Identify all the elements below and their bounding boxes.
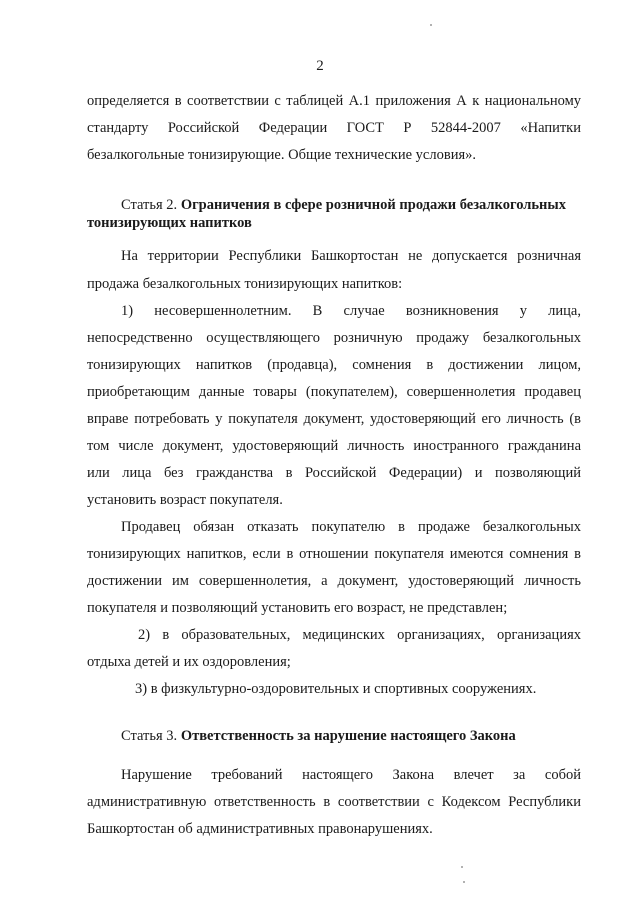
- scan-speck: [430, 24, 432, 26]
- article-title: Ограничения в сфере розничной продажи безалкогольных: [180, 197, 566, 213]
- paragraph-line: безалкогольные тонизирующие. Общие технические условия».: [87, 147, 476, 163]
- paragraph-line: административную ответственность в соответствии с Кодексом Республики: [87, 794, 581, 810]
- article-2-item-3: 3) в физкультурно-оздоровительных и спортивных сооружениях.: [135, 681, 537, 697]
- article-heading-line: [121, 196, 581, 215]
- paragraph-line: достижении им совершеннолетия, а документ, удостоверяющий личность: [87, 573, 581, 589]
- paragraph-line: непосредственно осуществляющего розничную продажу безалкогольных: [87, 330, 581, 346]
- paragraph-line: вправе потребовать у покупателя документ, удостоверяющий его личность (в: [87, 411, 581, 427]
- paragraph-line: установить возраст покупателя.: [87, 492, 283, 508]
- paragraph-line: приобретающим данные товары (покупателем), совершеннолетия продавец: [87, 384, 581, 400]
- paragraph-line: отдыха детей и их оздоровления;: [87, 654, 291, 670]
- paragraph-line: тонизирующих напитков, если в отношении покупателя имеются сомнения в: [87, 546, 581, 562]
- paragraph-line: продажа безалкогольных тонизирующих напитков:: [87, 276, 403, 292]
- article-prefix: Статья 2.: [121, 197, 178, 213]
- paragraph-line: На территории Республики Башкортостан не допускается розничная: [121, 248, 581, 264]
- article-heading-line: тонизирующих напитков: [87, 215, 252, 231]
- paragraph-line: или лица без гражданства в Российской Федерации) и позволяющий: [87, 465, 581, 481]
- article-title: Ответственность за нарушение настоящего Закона: [180, 728, 516, 744]
- page-number: 2: [316, 58, 324, 74]
- paragraph-line: 2) в образовательных, медицинских организациях, организациях: [138, 627, 581, 643]
- article-3-heading: [121, 727, 581, 746]
- paragraph-line: Башкортостан об административных правонарушениях.: [87, 821, 433, 837]
- paragraph-line: Нарушение требований настоящего Закона влечет за собой: [121, 767, 581, 783]
- paragraph-line: покупателя и позволяющий установить его возраст, не представлен;: [87, 600, 508, 616]
- paragraph-line: тонизирующих напитков (продавца), сомнения в достижении лицом,: [87, 357, 581, 373]
- paragraph-line: стандарту Российской Федерации ГОСТ Р 52844-2007 «Напитки: [87, 120, 581, 136]
- paragraph-line: определяется в соответствии с таблицей А.1 приложения А к национальному: [87, 93, 581, 109]
- scan-speck: [461, 866, 463, 868]
- paragraph-line: 1) несовершеннолетним. В случае возникновения у лица,: [121, 303, 581, 319]
- paragraph-line: том числе документ, удостоверяющий личность иностранного гражданина: [87, 438, 581, 454]
- scan-speck: [463, 881, 465, 883]
- paragraph-line: Продавец обязан отказать покупателю в продаже безалкогольных: [121, 519, 581, 535]
- article-prefix: Статья 3.: [121, 728, 178, 744]
